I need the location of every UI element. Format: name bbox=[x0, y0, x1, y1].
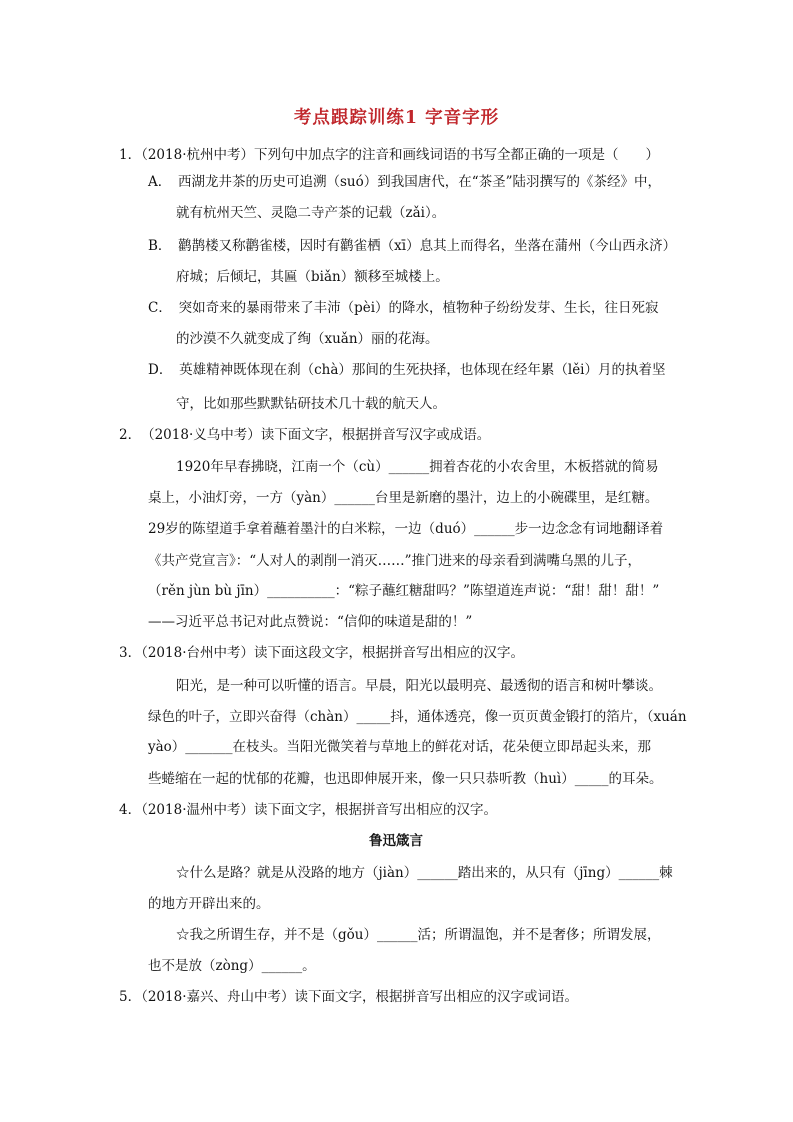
page-title: 考点跟踪训练1 字音字形 bbox=[293, 108, 500, 128]
text-line-q4-p2: 的地方开辟出来的。 bbox=[148, 896, 270, 912]
text-line-q2-p5: （rěn jùn bù jīn）__________：“粽子蘸红糖甜吗？”陈望道连声说：“甜！甜！甜！” bbox=[148, 583, 660, 599]
text-line-q2-p4: 《共产党宣言》：“人对人的剥削一消灭……”推门进来的母亲看到满嘴乌黑的儿子， bbox=[148, 553, 642, 569]
text-line-q3-p1: 阳光，是一种可以听懂的语言。早晨，阳光以最明亮、最透彻的语言和树叶攀谈。 bbox=[176, 678, 662, 694]
text-line-q4-p3: ☆我之所谓生存，并不是（gǒu）______活；所谓温饱，并不是奢侈；所谓发展， bbox=[176, 927, 661, 943]
text-line-q2-p1: 1920年早春拂晓，江南一个（cù）______拥着杏花的小农舍里，木板搭就的简易 bbox=[176, 459, 659, 475]
text-line-q2-stem: 2． （2018·义乌中考）读下面文字，根据拼音写汉字或成语。 bbox=[119, 427, 491, 443]
text-line-q1-d-2: 守，比如那些默默钻研技术几十载的航天人。 bbox=[176, 396, 446, 412]
text-line-q4-subtitle: 鲁迅箴言 bbox=[369, 833, 423, 849]
text-line-q3-stem: 3．（2018·台州中考）读下面这段文字，根据拼音写出相应的汉字。 bbox=[119, 645, 524, 661]
text-line-q1-d-1: D． 英雄精神既体现在刹（chà）那间的生死抉择，也体现在经年累（lěi）月的执着坚 bbox=[148, 362, 666, 378]
text-line-q2-p6: ——习近平总书记对此点赞说：“信仰的味道是甜的！” bbox=[148, 614, 473, 630]
text-line-q1-c-2: 的沙漠不久就变成了绚（xuǎn）丽的花海。 bbox=[176, 331, 439, 347]
text-line-q2-p2: 桌上，小油灯旁，一方（yàn）______台里是新磨的墨汁，边上的小碗碟里，是红糖。 bbox=[148, 490, 659, 506]
text-line-q4-p4: 也不是放（zòng）______。 bbox=[148, 958, 316, 974]
text-line-q5-stem: 5．（2018·嘉兴、舟山中考）读下面文字，根据拼音写出相应的汉字或词语。 bbox=[119, 989, 578, 1005]
text-line-q1-a-1: A． 西湖龙井茶的历史可追溯（suó）到我国唐代，在“茶圣”陆羽撰写的《茶经》中， bbox=[148, 174, 662, 190]
text-line-q1-stem: 1．（2018·杭州中考）下列句中加点字的注音和画线词语的书写全都正确的一项是（ ） bbox=[119, 147, 659, 163]
text-line-q1-b-2: 府城；后倾圮，其匾（biǎn）额移至城楼上。 bbox=[176, 269, 449, 285]
text-line-q1-b-1: B． 鹳鹊楼又称鹳雀楼，因时有鹳雀栖（xī）息其上而得名，坐落在蒲州（今山西永济） bbox=[148, 238, 677, 254]
text-line-q1-c-1: C． 突如奇来的暴雨带来了丰沛（pèi）的降水，植物种子纷纷发芽、生长，往日死寂 bbox=[148, 300, 659, 316]
text-line-q3-p3: yào）_______在枝头。当阳光微笑着与草地上的鲜花对话，花朵便立即昂起头来，那 bbox=[148, 739, 652, 755]
text-line-q3-p4: 些蜷缩在一起的忧郁的花瓣，也迅即伸展开来，像一只只恭听教（huì）_____的耳朵。 bbox=[148, 771, 663, 787]
text-line-q1-a-2: 就有杭州天竺、灵隐二寺产茶的记载（zǎi）。 bbox=[176, 205, 446, 221]
text-line-q4-p1: ☆什么是路？就是从没路的地方（jiàn）______踏出来的，从只有（jīng）______棘 bbox=[176, 865, 673, 881]
text-line-q2-p3: 29岁的陈望道手拿着蘸着墨汁的白米粽，一边（duó）______步一边念念有词地翻译着 bbox=[148, 521, 664, 537]
text-line-q4-stem: 4．（2018·温州中考）读下面文字，根据拼音写出相应的汉字。 bbox=[119, 802, 497, 818]
text-line-q3-p2: 绿色的叶子，立即兴奋得（chàn）_____抖，通体透亮，像一页页黄金锻打的箔片，（xuán bbox=[148, 709, 687, 725]
